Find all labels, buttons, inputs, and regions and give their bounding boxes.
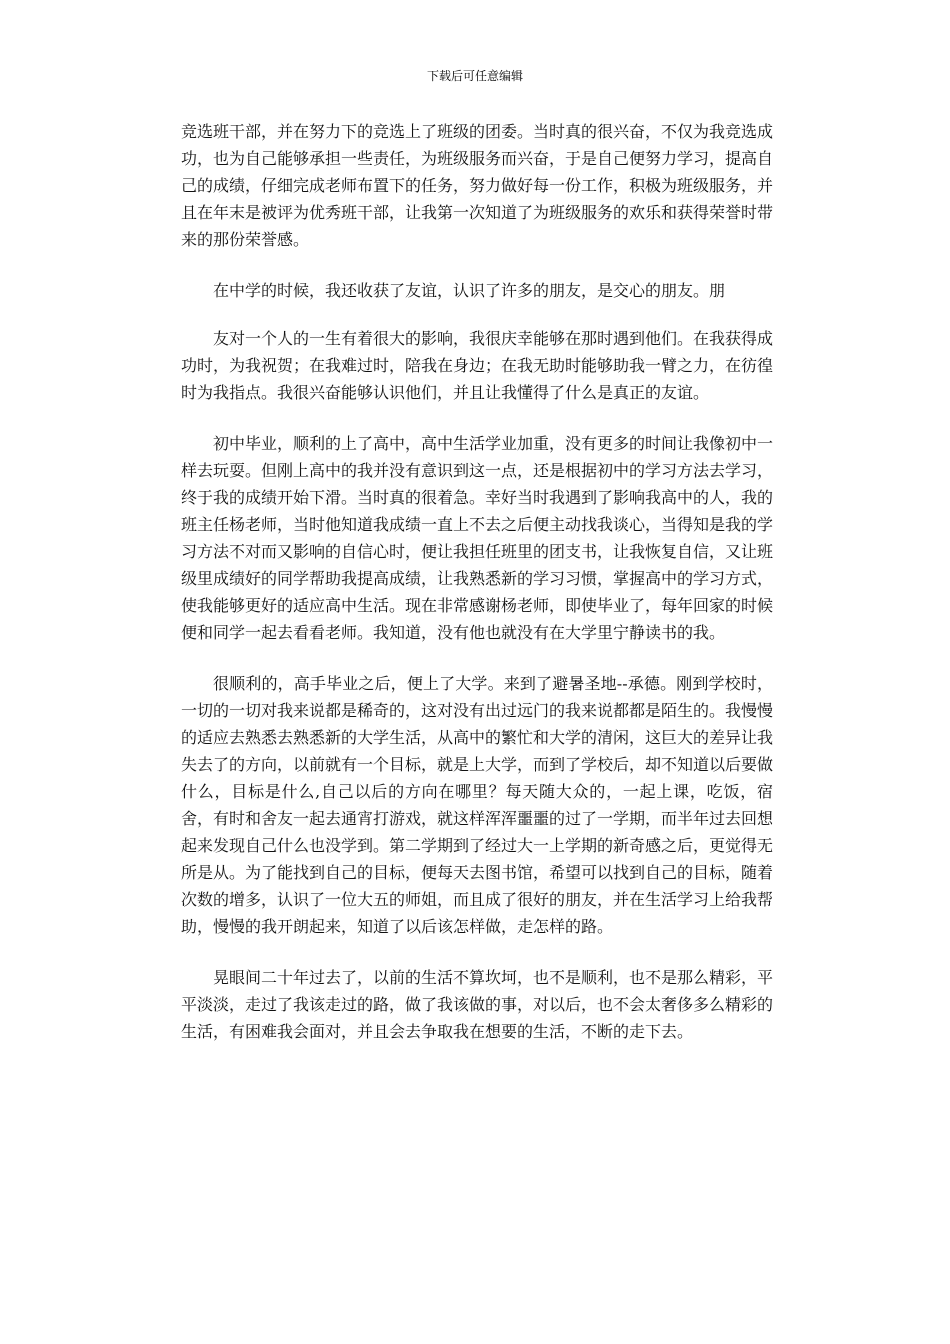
paragraph-friendship-intro: 在中学的时候，我还收获了友谊，认识了许多的朋友，是交心的朋友。朋 xyxy=(213,281,726,300)
paragraph-reflection: 晃眼间二十年过去了，以前的生活不算坎坷，也不是顺利，也不是那么精彩，平平淡淡，走过了我该走过的路，做了我该做的事，对以后，也不会太奢侈多么精彩的生活，有困难我会面对，并且会去争取我在想要的生活，不断的走下去。 xyxy=(181,968,774,1041)
paragraph-class-cadre: 竞选班干部，并在努力下的竞选上了班级的团委。当时真的很兴奋，不仅为我竞选成功，也为自己能够承担一些责任，为班级服务而兴奋，于是自己便努力学习，提高自己的成绩，仔细完成老师布置下的任务，努力做好每一份工作，积极为班级服务，并且在年末是被评为优秀班干部，让我第一次知道了为班级服务的欢乐和获得荣誉时带来的那份荣誉感。 xyxy=(181,122,774,249)
paragraph-university: 很顺利的，高手毕业之后，便上了大学。来到了避暑圣地--承德。刚到学校时，一切的一切对我来说都是稀奇的，这对没有出过远门的我来说都都是陌生的。我慢慢的适应去熟悉去熟悉新的大学生活，从高中的繁忙和大学的清闲，这巨大的差异让我失去了的方向，以前就有一个目标，就是上大学，而到了学校后，却不知道以后要做什么，目标是什么,自己以后的方向在哪里？每天随大众的，一起上课，吃饭，宿舍，有时和舍友一起去通宵打游戏，就这样浑浑噩噩的过了一学期，而半年过去回想起来发现自己什么也没学到。第二学期到了经过大一上学期的新奇感之后，更觉得无所是从。为了能找到自己的目标，便每天去图书馆，希望可以找到自己的目标，随着次数的增多，认识了一位大五的师姐，而且成了很好的朋友，并在生活学习上给我帮助，慢慢的我开朗起来，知道了以后该怎样做，走怎样的路。 xyxy=(181,674,774,936)
paragraph-high-school: 初中毕业，顺利的上了高中，高中生活学业加重，没有更多的时间让我像初中一样去玩耍。但刚上高中的我并没有意识到这一点，还是根据初中的学习方法去学习，终于我的成绩开始下滑。当时真的很着急。幸好当时我遇到了影响我高中的人，我的班主任杨老师，当时他知道我成绩一直上不去之后便主动找我谈心，当得知是我的学习方法不对而又影响的自信心时，便让我担任班里的团支书，让我恢复自信，又让班级里成绩好的同学帮助我提高成绩，让我熟悉新的学习习惯，掌握高中的学习方式，使我能够更好的适应高中生活。现在非常感谢杨老师，即使毕业了，每年回家的时候便和同学一起去看看老师。我知道，没有他也就没有在大学里宁静读书的我。 xyxy=(181,434,774,642)
document-body xyxy=(181,118,773,1069)
paragraph-friendship-influence: 友对一个人的一生有着很大的影响，我很庆幸能够在那时遇到他们。在我获得成功时，为我祝贺；在我难过时，陪我在身边；在我无助时能够助我一臂之力，在彷徨时为我指点。我很兴奋能够认识他们，并且让我懂得了什么是真正的友谊。 xyxy=(181,329,774,402)
page-header-note: 下载后可任意编辑 xyxy=(426,69,523,83)
